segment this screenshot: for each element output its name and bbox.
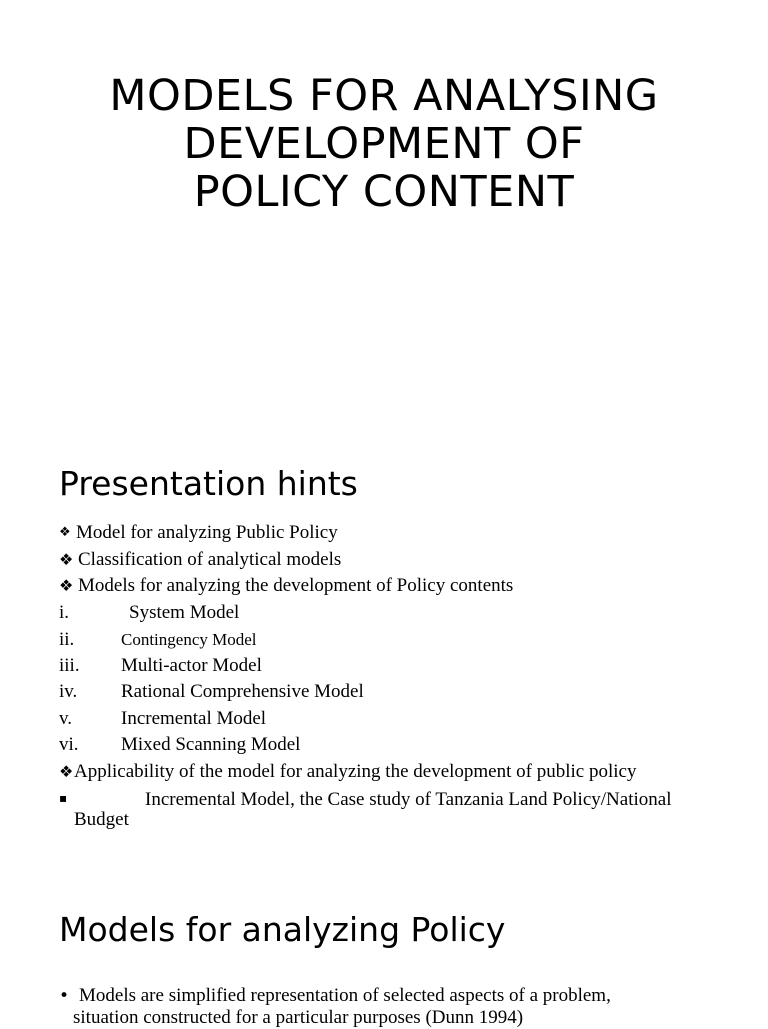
square-bullet-icon: ▪ <box>59 791 68 805</box>
models-section-heading: Models for analyzing Policy <box>59 910 506 949</box>
title-line-3: POLICY CONTENT <box>193 167 575 217</box>
hint-item-1 <box>59 522 338 544</box>
model-item-3 <box>59 655 262 677</box>
title-line-2: DEVELOPMENT OF <box>183 119 585 169</box>
model-numeral: iii. <box>59 655 80 676</box>
models-definition-line-2: situation constructed for a particular purposes (Dunn 1994) <box>73 1007 524 1028</box>
models-definition-item <box>59 985 611 1007</box>
case-study-line-1: Incremental Model, the Case study of Tanzania Land Policy/National <box>145 789 672 810</box>
model-item-4 <box>59 681 364 703</box>
model-item-5 <box>59 708 266 730</box>
slide-title <box>0 72 768 216</box>
model-text: Contingency Model <box>121 630 257 649</box>
hint-item-3 <box>59 575 513 597</box>
hint-item-text: Classification of analytical models <box>78 549 342 570</box>
model-numeral: iv. <box>59 681 78 702</box>
model-numeral: i. <box>59 602 70 623</box>
model-text: System Model <box>129 602 240 623</box>
applicability-item <box>59 761 636 783</box>
model-numeral: vi. <box>59 734 79 755</box>
hint-item-2 <box>59 549 341 571</box>
diamond-bullet-icon: ❖ <box>59 525 71 540</box>
applicability-text: Applicability of the model for analyzing the development of public policy <box>74 761 637 782</box>
model-text: Rational Comprehensive Model <box>121 681 364 702</box>
hint-item-text: Model for analyzing Public Policy <box>76 522 338 543</box>
hint-item-text: Models for analyzing the development of Policy contents <box>78 575 514 596</box>
models-definition-line-1: Models are simplified representation of selected aspects of a problem, <box>79 985 611 1006</box>
model-text: Mixed Scanning Model <box>121 734 301 755</box>
diamond-bullet-icon: ❖ <box>59 576 74 595</box>
model-item-6 <box>59 734 300 756</box>
case-study-item <box>59 787 671 811</box>
title-line-1: MODELS FOR ANALYSING <box>109 71 659 121</box>
presentation-hints-heading: Presentation hints <box>59 464 358 503</box>
case-study-line-2: Budget <box>74 809 129 830</box>
model-item-2 <box>59 629 257 651</box>
diamond-bullet-icon: ❖ <box>59 550 74 569</box>
dot-bullet-icon: • <box>59 986 70 1006</box>
model-numeral: ii. <box>59 629 75 650</box>
model-item-1 <box>59 602 239 624</box>
diamond-bullet-icon: ❖ <box>59 762 74 781</box>
model-text: Incremental Model <box>121 708 267 729</box>
model-text: Multi-actor Model <box>121 655 262 676</box>
model-numeral: v. <box>59 708 73 729</box>
